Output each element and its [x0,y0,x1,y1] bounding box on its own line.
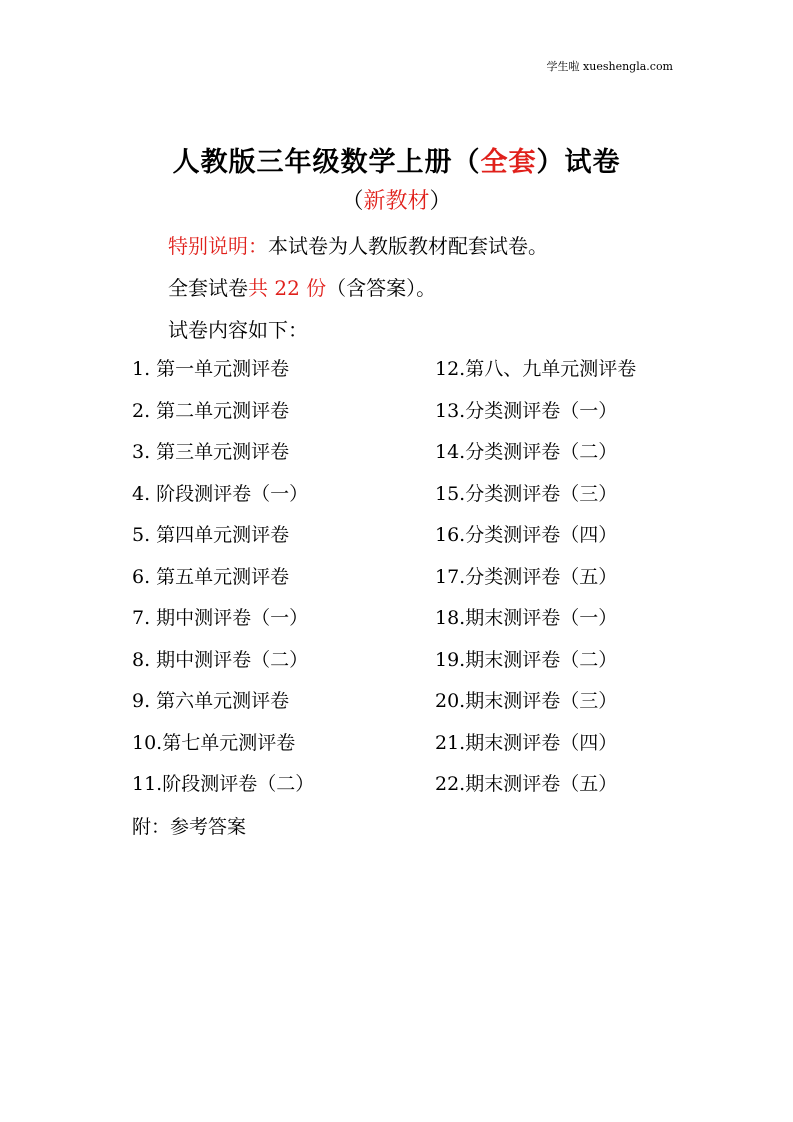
list-item: 10.第七单元测评卷 [132,731,296,754]
list-row [132,396,692,438]
list-item: 22.期末测评卷（五） [435,773,618,795]
list-item: 20.期末测评卷（三） [435,690,618,712]
list-item: 12.第八、九单元测评卷 [435,358,637,380]
subtitle-text: 新教材 [363,189,430,214]
appendix-note: 附：参考答案 [132,816,247,838]
list-item: 4. 阶段测评卷（一） [132,482,309,505]
contents-heading: 试卷内容如下： [168,318,308,342]
set-count-value: 共 22 份 [248,276,327,300]
list-row [132,686,692,728]
list-row [132,645,692,687]
list-item: 19.期末测评卷（二） [435,648,618,671]
page-title [0,140,793,179]
list-item: 5. 第四单元测评卷 [132,524,290,546]
list-item: 21.期末测评卷（四） [435,731,618,754]
title-highlight: 全套 [480,147,537,178]
list-item: 14.分类测评卷（二） [435,441,618,463]
list-row [132,520,692,562]
list-item: 15.分类测评卷（三） [435,482,618,505]
list-item: 11.阶段测评卷（二） [132,773,315,795]
list-item: 6. 第五单元测评卷 [132,565,290,588]
list-item: 18.期末测评卷（一） [435,607,618,629]
list-item: 9. 第六单元测评卷 [132,690,290,712]
special-note-text: 本试卷为人教版教材配套试卷。 [268,234,548,258]
list-item: 2. 第二单元测评卷 [132,399,290,422]
subtitle-close-paren: ） [429,189,452,214]
list-row [132,562,692,604]
special-note [168,230,548,259]
watermark-text: 学生啦 xueshengla.com [546,60,673,73]
set-count-line [168,272,436,301]
set-count-suffix: （含答案）。 [326,276,437,300]
list-row [132,769,692,811]
title-suffix: ）试卷 [536,147,621,178]
contents-list [132,354,692,811]
list-item: 3. 第三单元测评卷 [132,441,290,463]
list-item: 17.分类测评卷（五） [435,565,618,588]
list-row [132,437,692,479]
set-count-prefix: 全套试卷 [168,276,248,300]
list-item: 13.分类测评卷（一） [435,399,618,422]
list-row [132,603,692,645]
list-row [132,354,692,396]
list-row [132,728,692,770]
list-row [132,479,692,521]
title-prefix: 人教版三年级数学上册（ [172,147,481,178]
list-item: 8. 期中测评卷（二） [132,648,309,671]
special-note-label: 特别说明： [168,234,268,258]
list-item: 1. 第一单元测评卷 [132,358,290,380]
list-item: 7. 期中测评卷（一） [132,607,309,629]
page-subtitle [0,184,793,215]
list-item: 16.分类测评卷（四） [435,524,618,546]
subtitle-open-paren: （ [341,189,364,214]
